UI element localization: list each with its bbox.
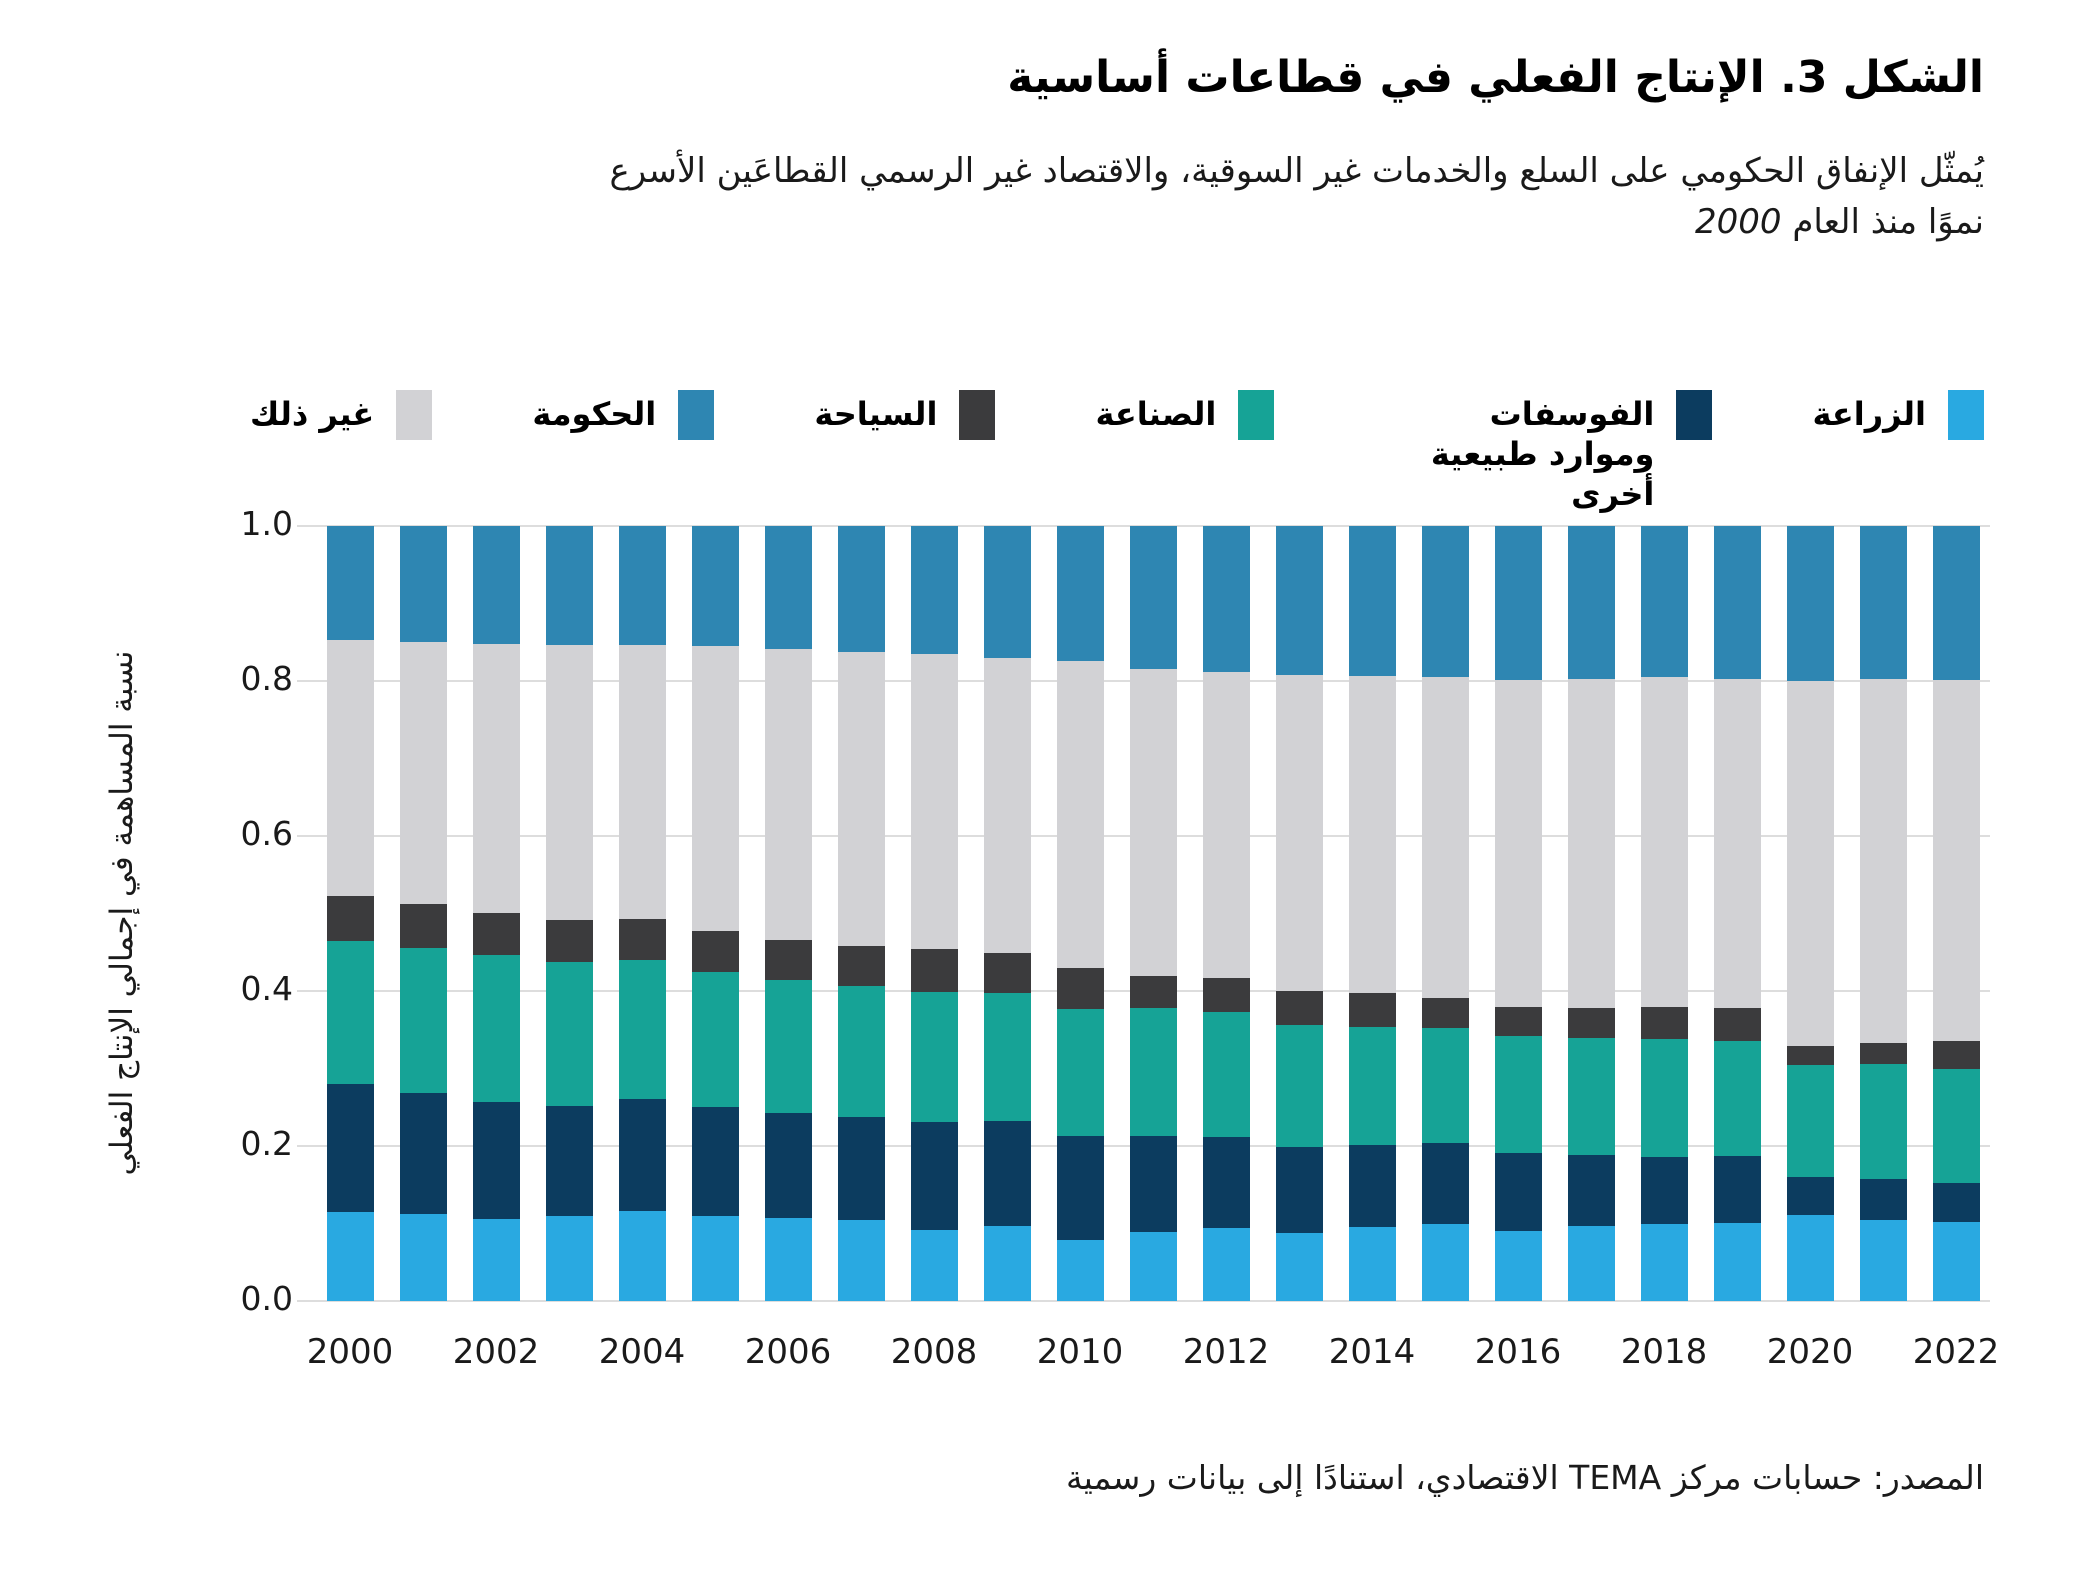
bar-2014 bbox=[1349, 526, 1396, 1301]
bar-segment-industry-2006 bbox=[765, 980, 812, 1113]
bar-segment-tourism-2011 bbox=[1130, 976, 1177, 1008]
bar-segment-other-2011 bbox=[1130, 669, 1177, 976]
bar-segment-government-2009 bbox=[984, 526, 1031, 658]
bar-segment-other-2005 bbox=[692, 646, 739, 930]
bar-segment-industry-2004 bbox=[619, 960, 666, 1099]
bar-segment-agriculture-2019 bbox=[1714, 1223, 1761, 1301]
bar-segment-other-2004 bbox=[619, 645, 666, 919]
x-tick-label-2016: 2016 bbox=[1474, 1332, 1562, 1372]
bar-2010 bbox=[1057, 526, 1104, 1301]
bar-segment-tourism-2002 bbox=[473, 913, 520, 956]
bar-segment-other-2008 bbox=[911, 654, 958, 949]
bar-segment-agriculture-2000 bbox=[327, 1212, 374, 1301]
figure-title: الشكل 3. الإنتاج الفعلي في قطاعات أساسية bbox=[1007, 52, 1984, 103]
bar-segment-tourism-2020 bbox=[1787, 1046, 1834, 1065]
chart-legend bbox=[250, 390, 1984, 514]
bar-segment-phosphates_natural_resources-2014 bbox=[1349, 1145, 1396, 1226]
bar-segment-agriculture-2014 bbox=[1349, 1227, 1396, 1301]
bar-segment-government-2006 bbox=[765, 526, 812, 649]
bar-segment-phosphates_natural_resources-2015 bbox=[1422, 1143, 1469, 1224]
bar-segment-phosphates_natural_resources-2022 bbox=[1933, 1183, 1980, 1222]
bar-segment-agriculture-2004 bbox=[619, 1211, 666, 1301]
bar-2022 bbox=[1933, 526, 1980, 1301]
bar-2019 bbox=[1714, 526, 1761, 1301]
bar-segment-government-2017 bbox=[1568, 526, 1615, 679]
y-tick-label-0.4: 0.4 bbox=[240, 969, 293, 1008]
bar-segment-tourism-2017 bbox=[1568, 1008, 1615, 1038]
bar-segment-other-2021 bbox=[1860, 679, 1907, 1042]
x-axis-tick-labels bbox=[306, 1332, 2000, 1382]
bar-segment-industry-2009 bbox=[984, 993, 1031, 1121]
bar-segment-government-2022 bbox=[1933, 526, 1980, 680]
bar-2005 bbox=[692, 526, 739, 1301]
bar-segment-industry-2011 bbox=[1130, 1008, 1177, 1136]
bar-segment-other-2014 bbox=[1349, 676, 1396, 993]
bar-segment-tourism-2021 bbox=[1860, 1043, 1907, 1064]
bar-segment-government-2015 bbox=[1422, 526, 1469, 677]
bar-segment-government-2002 bbox=[473, 526, 520, 644]
legend-item-0 bbox=[1812, 390, 1984, 440]
bar-segment-other-2022 bbox=[1933, 680, 1980, 1041]
bar-segment-industry-2013 bbox=[1276, 1025, 1323, 1147]
x-tick-label-2012: 2012 bbox=[1182, 1332, 1270, 1372]
bar-segment-phosphates_natural_resources-2016 bbox=[1495, 1153, 1542, 1231]
legend-swatch-icon bbox=[959, 390, 995, 440]
bar-2017 bbox=[1568, 526, 1615, 1301]
legend-swatch-icon bbox=[1676, 390, 1712, 440]
legend-swatch-icon bbox=[1238, 390, 1274, 440]
bar-segment-agriculture-2011 bbox=[1130, 1232, 1177, 1301]
bar-segment-government-2016 bbox=[1495, 526, 1542, 680]
x-tick-label-2022: 2022 bbox=[1912, 1332, 2000, 1372]
legend-item-5 bbox=[250, 390, 432, 440]
bar-segment-other-2003 bbox=[546, 645, 593, 920]
bar-segment-industry-2021 bbox=[1860, 1064, 1907, 1179]
bar-segment-phosphates_natural_resources-2021 bbox=[1860, 1179, 1907, 1220]
bar-segment-agriculture-2010 bbox=[1057, 1240, 1104, 1301]
bar-segment-phosphates_natural_resources-2000 bbox=[327, 1084, 374, 1212]
bar-segment-industry-2016 bbox=[1495, 1036, 1542, 1153]
bar-segment-agriculture-2009 bbox=[984, 1226, 1031, 1301]
x-tick-label-2002: 2002 bbox=[452, 1332, 540, 1372]
bar-segment-government-2008 bbox=[911, 526, 958, 654]
bar-segment-industry-2022 bbox=[1933, 1069, 1980, 1184]
bar-segment-government-2013 bbox=[1276, 526, 1323, 675]
legend-item-3 bbox=[814, 390, 995, 440]
bar-segment-phosphates_natural_resources-2010 bbox=[1057, 1136, 1104, 1240]
bar-segment-government-2000 bbox=[327, 526, 374, 640]
bar-2008 bbox=[911, 526, 958, 1301]
figure-subtitle bbox=[144, 146, 1984, 248]
bar-segment-phosphates_natural_resources-2006 bbox=[765, 1113, 812, 1218]
legend-label: الصناعة bbox=[1095, 395, 1217, 433]
bar-segment-government-2018 bbox=[1641, 526, 1688, 677]
x-tick-label-2006: 2006 bbox=[744, 1332, 832, 1372]
y-axis-tick-labels bbox=[195, 504, 293, 1318]
bar-segment-agriculture-2001 bbox=[400, 1214, 447, 1301]
bar-segment-government-2010 bbox=[1057, 526, 1104, 661]
bar-segment-other-2019 bbox=[1714, 679, 1761, 1008]
x-tick-label-2004: 2004 bbox=[598, 1332, 686, 1372]
bar-segment-agriculture-2016 bbox=[1495, 1231, 1542, 1301]
bar-segment-other-2016 bbox=[1495, 680, 1542, 1007]
bar-segment-other-2009 bbox=[984, 658, 1031, 953]
x-tick-label-2018: 2018 bbox=[1620, 1332, 1708, 1372]
bar-segment-other-2020 bbox=[1787, 681, 1834, 1046]
bar-segment-other-2010 bbox=[1057, 661, 1104, 968]
bar-segment-industry-2012 bbox=[1203, 1012, 1250, 1137]
subtitle-line1: يُمثّل الإنفاق الحكومي على السلع والخدمات غير السوقية، والاقتصاد غير الرسمي القطاعَين الأسرع bbox=[609, 151, 1984, 191]
subtitle-line2: نموًا منذ العام bbox=[1792, 202, 1984, 242]
bar-segment-government-2011 bbox=[1130, 526, 1177, 669]
bar-segment-government-2007 bbox=[838, 526, 885, 652]
bar-segment-tourism-2007 bbox=[838, 946, 885, 986]
bar-segment-government-2005 bbox=[692, 526, 739, 646]
bar-segment-other-2018 bbox=[1641, 677, 1688, 1007]
bar-segment-tourism-2004 bbox=[619, 919, 666, 960]
bar-2016 bbox=[1495, 526, 1542, 1301]
bar-segment-phosphates_natural_resources-2003 bbox=[546, 1106, 593, 1216]
bar-segment-industry-2018 bbox=[1641, 1039, 1688, 1157]
bar-segment-phosphates_natural_resources-2011 bbox=[1130, 1136, 1177, 1232]
bar-segment-government-2012 bbox=[1203, 526, 1250, 672]
bar-segment-tourism-2015 bbox=[1422, 998, 1469, 1028]
bar-segment-agriculture-2017 bbox=[1568, 1226, 1615, 1301]
bar-2001 bbox=[400, 526, 447, 1301]
bar-segment-industry-2007 bbox=[838, 986, 885, 1117]
bar-segment-agriculture-2022 bbox=[1933, 1222, 1980, 1301]
bar-segment-other-2012 bbox=[1203, 672, 1250, 978]
bar-segment-government-2021 bbox=[1860, 526, 1907, 679]
bar-segment-other-2017 bbox=[1568, 679, 1615, 1008]
x-tick-label-2008: 2008 bbox=[890, 1332, 978, 1372]
bar-2007 bbox=[838, 526, 885, 1301]
bar-segment-industry-2014 bbox=[1349, 1027, 1396, 1146]
bar-segment-phosphates_natural_resources-2009 bbox=[984, 1121, 1031, 1226]
bar-segment-other-2001 bbox=[400, 642, 447, 905]
bar-segment-agriculture-2006 bbox=[765, 1218, 812, 1301]
bar-segment-tourism-2012 bbox=[1203, 978, 1250, 1012]
bar-segment-agriculture-2021 bbox=[1860, 1220, 1907, 1301]
x-tick-label-2000: 2000 bbox=[306, 1332, 394, 1372]
bar-segment-other-2013 bbox=[1276, 675, 1323, 991]
bar-segment-phosphates_natural_resources-2004 bbox=[619, 1099, 666, 1211]
bar-2013 bbox=[1276, 526, 1323, 1301]
bar-2018 bbox=[1641, 526, 1688, 1301]
bar-segment-industry-2008 bbox=[911, 992, 958, 1122]
bar-segment-tourism-2013 bbox=[1276, 991, 1323, 1025]
bar-segment-phosphates_natural_resources-2001 bbox=[400, 1093, 447, 1214]
bar-2002 bbox=[473, 526, 520, 1301]
bar-segment-other-2000 bbox=[327, 640, 374, 897]
bar-segment-government-2020 bbox=[1787, 526, 1834, 681]
bar-segment-industry-2010 bbox=[1057, 1009, 1104, 1136]
bar-segment-industry-2003 bbox=[546, 962, 593, 1105]
bar-segment-tourism-2006 bbox=[765, 940, 812, 980]
legend-label: الفوسفات وموارد طبيعية أخرى bbox=[1430, 395, 1655, 513]
y-axis-title: نسبة المساهمة في إجمالي الإنتاج الفعلي bbox=[104, 650, 140, 1176]
bar-segment-phosphates_natural_resources-2007 bbox=[838, 1117, 885, 1220]
bar-segment-other-2006 bbox=[765, 649, 812, 940]
bar-segment-phosphates_natural_resources-2020 bbox=[1787, 1177, 1834, 1215]
bar-segment-tourism-2003 bbox=[546, 920, 593, 963]
bar-segment-tourism-2009 bbox=[984, 953, 1031, 993]
bar-segment-government-2001 bbox=[400, 526, 447, 641]
bar-segment-government-2014 bbox=[1349, 526, 1396, 676]
bar-segment-agriculture-2020 bbox=[1787, 1215, 1834, 1301]
bar-segment-phosphates_natural_resources-2012 bbox=[1203, 1137, 1250, 1228]
legend-label: الزراعة bbox=[1812, 395, 1926, 433]
bar-segment-government-2003 bbox=[546, 526, 593, 645]
legend-item-4 bbox=[532, 390, 714, 440]
bar-segment-tourism-2000 bbox=[327, 896, 374, 940]
bar-segment-agriculture-2015 bbox=[1422, 1224, 1469, 1301]
bar-segment-agriculture-2013 bbox=[1276, 1233, 1323, 1301]
bar-2006 bbox=[765, 526, 812, 1301]
bar-segment-industry-2001 bbox=[400, 948, 447, 1093]
bar-segment-industry-2005 bbox=[692, 972, 739, 1108]
bar-segment-industry-2000 bbox=[327, 941, 374, 1084]
bar-segment-agriculture-2002 bbox=[473, 1219, 520, 1301]
legend-label: السياحة bbox=[814, 395, 938, 433]
bar-2015 bbox=[1422, 526, 1469, 1301]
legend-swatch-icon bbox=[396, 390, 432, 440]
bar-segment-phosphates_natural_resources-2018 bbox=[1641, 1157, 1688, 1224]
legend-label: غير ذلك bbox=[250, 395, 375, 433]
bar-segment-tourism-2018 bbox=[1641, 1007, 1688, 1039]
bar-segment-tourism-2001 bbox=[400, 904, 447, 948]
bar-segment-agriculture-2007 bbox=[838, 1220, 885, 1301]
bar-segment-industry-2019 bbox=[1714, 1041, 1761, 1156]
bar-segment-agriculture-2018 bbox=[1641, 1224, 1688, 1301]
bar-segment-other-2015 bbox=[1422, 677, 1469, 998]
legend-swatch-icon bbox=[1948, 390, 1984, 440]
bar-segment-other-2002 bbox=[473, 644, 520, 913]
legend-item-2 bbox=[1095, 390, 1274, 440]
subtitle-year: 2000 bbox=[1694, 202, 1782, 242]
bar-segment-phosphates_natural_resources-2005 bbox=[692, 1107, 739, 1216]
bar-segment-tourism-2008 bbox=[911, 949, 958, 992]
x-tick-label-2010: 2010 bbox=[1036, 1332, 1124, 1372]
bar-segment-government-2019 bbox=[1714, 526, 1761, 679]
bar-segment-phosphates_natural_resources-2013 bbox=[1276, 1147, 1323, 1233]
bar-segment-agriculture-2005 bbox=[692, 1216, 739, 1301]
bar-2004 bbox=[619, 526, 666, 1301]
legend-swatch-icon bbox=[678, 390, 714, 440]
bar-segment-other-2007 bbox=[838, 652, 885, 947]
bar-2003 bbox=[546, 526, 593, 1301]
bar-segment-agriculture-2012 bbox=[1203, 1228, 1250, 1301]
y-tick-label-0.8: 0.8 bbox=[240, 659, 293, 698]
bar-segment-government-2004 bbox=[619, 526, 666, 645]
bar-segment-agriculture-2003 bbox=[546, 1216, 593, 1301]
bar-segment-tourism-2005 bbox=[692, 931, 739, 972]
y-tick-label-1.0: 1.0 bbox=[240, 504, 293, 543]
y-tick-label-0.6: 0.6 bbox=[240, 814, 293, 853]
bar-segment-industry-2015 bbox=[1422, 1028, 1469, 1143]
bar-segment-tourism-2016 bbox=[1495, 1007, 1542, 1036]
bar-segment-tourism-2010 bbox=[1057, 968, 1104, 1009]
x-tick-label-2020: 2020 bbox=[1766, 1332, 1854, 1372]
legend-label: الحكومة bbox=[532, 395, 657, 433]
bar-segment-industry-2002 bbox=[473, 955, 520, 1101]
bar-2009 bbox=[984, 526, 1031, 1301]
bar-segment-phosphates_natural_resources-2002 bbox=[473, 1102, 520, 1219]
y-tick-label-0.2: 0.2 bbox=[240, 1124, 293, 1163]
bar-2011 bbox=[1130, 526, 1177, 1301]
x-tick-label-2014: 2014 bbox=[1328, 1332, 1416, 1372]
legend-item-1 bbox=[1374, 390, 1712, 514]
bar-2000 bbox=[327, 526, 374, 1301]
stacked-bar-plot bbox=[315, 526, 1990, 1301]
bar-segment-industry-2017 bbox=[1568, 1038, 1615, 1155]
bar-segment-phosphates_natural_resources-2008 bbox=[911, 1122, 958, 1230]
bar-2020 bbox=[1787, 526, 1834, 1301]
bar-segment-tourism-2022 bbox=[1933, 1041, 1980, 1068]
bar-segment-industry-2020 bbox=[1787, 1065, 1834, 1177]
bar-segment-phosphates_natural_resources-2017 bbox=[1568, 1155, 1615, 1226]
bar-segment-agriculture-2008 bbox=[911, 1230, 958, 1301]
bar-segment-tourism-2019 bbox=[1714, 1008, 1761, 1041]
source-note: المصدر: حسابات مركز TEMA الاقتصادي، استنادًا إلى بيانات رسمية bbox=[1065, 1458, 1984, 1497]
bar-2012 bbox=[1203, 526, 1250, 1301]
bar-segment-phosphates_natural_resources-2019 bbox=[1714, 1156, 1761, 1223]
bar-2021 bbox=[1860, 526, 1907, 1301]
bar-segment-tourism-2014 bbox=[1349, 993, 1396, 1026]
y-tick-label-0.0: 0.0 bbox=[240, 1279, 293, 1318]
